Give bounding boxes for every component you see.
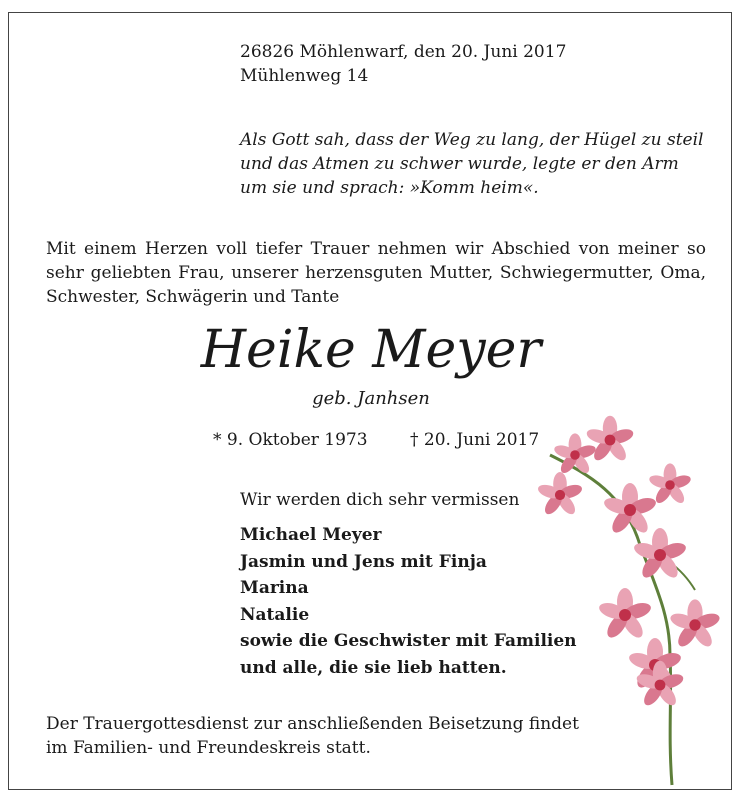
service-line: Der Trauergottesdienst zur anschließenden Beisetzung findet [46,714,579,734]
memorial-quote [240,128,703,200]
orchid-branch-icon [530,415,730,790]
mourner-item: sowie die Geschwister mit Familien [240,631,577,652]
birth-date: * 9. Oktober 1973 [213,430,368,450]
orchid-blossom [632,528,688,581]
maiden-name: geb. Janhsen [312,388,430,409]
address-street: Mühlenweg 14 [240,66,369,86]
quote-line: um sie und sprach: »Komm heim«. [240,178,539,198]
orchid-blossoms [536,416,721,709]
orchid-center [654,549,666,561]
quote-line: Als Gott sah, dass der Weg zu lang, der Hügel zu steil [240,130,704,150]
mourner-item: Jasmin und Jens mit Finja [240,551,487,572]
orchid-blossom [648,463,693,505]
orchid-center [619,609,631,621]
orchid-center [689,619,700,630]
mourner-item: Natalie [240,604,310,625]
mourner-item: Michael Meyer [240,525,382,545]
death-date: † 20. Juni 2017 [410,430,540,450]
mourner-item: und alle, die sie lieb hatten. [240,657,507,678]
orchid-center [570,450,580,460]
orchid-blossom [597,588,653,641]
quote-line: und das Atmen zu schwer wurde, legte er den Arm [240,154,679,174]
address-block [240,40,566,88]
mourner-item: Marina [240,578,309,599]
deceased-name: Heike Meyer [200,320,542,380]
orchid-center [605,435,616,446]
orchid-center [555,490,565,500]
orchid-center [624,504,636,516]
orchid-blossom [602,483,658,536]
orchid-blossom [669,599,722,649]
service-notice [46,712,579,760]
orchid-blossom [536,472,583,517]
mourners-list [240,522,577,682]
orchid-center [665,480,675,490]
address-place-date: 26826 Möhlenwarf, den 20. Juni 2017 [240,42,567,62]
miss-text: Wir werden dich sehr vermissen [240,490,520,510]
intro-paragraph: Mit einem Herzen voll tiefer Trauer nehmen wir Abschied von meiner so sehr geliebten Frau, unserer herzensguten Mutter, Schwiegermutter, Oma, Schwester, Schwägerin und Tante [46,239,706,307]
orchid-center [655,680,666,691]
service-line: im Familien- und Freundeskreis statt. [46,738,371,758]
orchid-blossom [585,416,635,464]
